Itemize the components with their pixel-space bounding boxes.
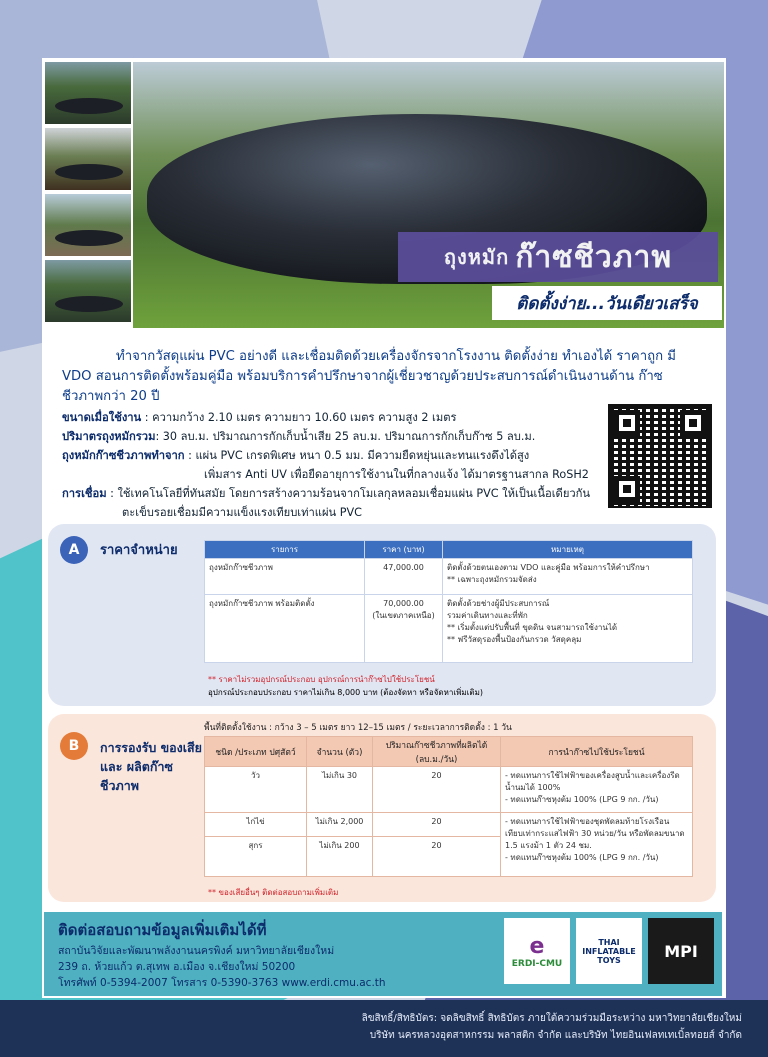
- contact-line: 239 ถ. ห้วยแก้ว ต.สุเทพ อ.เมือง จ.เชียงใหม่ 50200: [58, 961, 296, 973]
- capacity-table: [204, 736, 693, 877]
- section-price: [48, 524, 716, 706]
- photo-thumb: [45, 194, 131, 256]
- spec-line: ถุงหมักก๊าซชีวภาพทำจาก : แผ่น PVC เกรดพิเศษ หนา 0.5 มม. มีความยืดหยุ่นและทนแรงดึงได้สูง: [62, 449, 530, 462]
- copyright-footer: ลิขสิทธิ์/สิทธิบัตร: จดลิขสิทธิ์ สิทธิบัตร ภายใต้ความร่วมมือระหว่าง มหาวิทยาลัยเชียงใหม่ บริษัท นครหลวงอุตสาหกรรม พลาสติก จำกัด และบริษัท ไทยอินเฟลทเทเบิ้ลทอยส์ จำกัด: [361, 1013, 742, 1041]
- photo-thumb: [45, 260, 131, 322]
- contact-line: สถาบันวิจัยและพัฒนาพลังงานนครพิงค์ มหาวิทยาลัยเชียงใหม่: [58, 945, 335, 957]
- title-big: ก๊าซชีวภาพ: [515, 239, 673, 275]
- contact-heading: ติดต่อสอบถามข้อมูลเพิ่มเติมได้ที่: [58, 921, 267, 939]
- spec-line: การเชื่อม : ใช้เทคโนโลยีที่ทันสมัย โดยการสร้างความร้อนจากโมเลกุลหลอมเชื่อมแผ่น PVC ให้เป็นเนื้อเดียวกัน: [62, 487, 591, 500]
- spec-line: ตะเข็บรอยเชื่อมมีความแข็งแรงเทียบเท่าแผ่น PVC: [122, 506, 362, 519]
- qr-code[interactable]: [608, 404, 712, 508]
- column-header: หมายเหตุ: [443, 541, 693, 559]
- install-note: พื้นที่ติดตั้งใช้งาน : กว้าง 3 – 5 เมตร ยาว 12–15 เมตร / ระยะเวลาการติดตั้ง : 1 วัน: [204, 723, 512, 733]
- mpi-logo: MPI: [648, 918, 714, 984]
- intro-paragraph: [62, 347, 702, 407]
- column-header: ชนิด /ประเภท ปศุสัตว์: [205, 737, 307, 767]
- table-row: ไก่ไข่ ไม่เกิน 2,000 20 - ทดแทนการใช้ไฟฟ้าของชุดพัดลมท้ายโรงเรือน เทียบเท่ากระแสไฟฟ้า 30 หน่วย/วัน หรือพัดลมขนาด 1.5 แรงม้า 1 ตัว 24 ชม. - ทดแทนก๊าซหุงต้ม 100% (LPG 9 กก. /วัน): [205, 813, 693, 837]
- column-header: จำนวน (ตัว): [307, 737, 373, 767]
- section-badge: A: [60, 536, 88, 564]
- slogan: ติดตั้งง่าย...วันเดียวเสร็จ: [492, 286, 722, 320]
- partner-logos: [504, 918, 714, 984]
- section-badge: B: [60, 732, 88, 760]
- capacity-note: ** ของเสียอื่นๆ ติดต่อสอบถามเพิ่มเติม: [208, 888, 339, 897]
- erdi-logo: e ERDI-CMU: [504, 918, 570, 984]
- section-capacity: [48, 714, 716, 902]
- section-label: การรองรับ ของเสียและ ผลิตก๊าซชีวภาพ: [100, 740, 203, 793]
- table-row: วัว ไม่เกิน 30 20 - ทดแทนการใช้ไฟฟ้าของเครื่องสูบน้ำและเครื่องรีดน้ำนมได้ 100% - ทดแทนก๊าซหุงต้ม 100% (LPG 9 กก. /วัน): [205, 767, 693, 813]
- column-header: การนำก๊าซไปใช้ประโยชน์: [501, 737, 693, 767]
- price-notes: ** ราคาไม่รวมอุปกรณ์ประกอบ อุปกรณ์การนำก๊าซไปใช้ประโยชน์ อุปกรณ์ประกอบประกอบ ราคาไม่เกิน 8,000 บาท (ต้องจัดหา หรือจัดหาเพิ่มเติม): [208, 675, 483, 697]
- price-table: [204, 540, 693, 663]
- column-header: ปริมาณก๊าซชีวภาพที่ผลิตได้ (ลบ.ม./วัน): [373, 737, 501, 767]
- section-label: ราคาจำหน่าย: [100, 543, 178, 558]
- table-row: สุกร ไม่เกิน 200 20: [205, 837, 693, 877]
- contact-bar: [44, 912, 722, 996]
- spec-list: [62, 408, 602, 522]
- table-row: ถุงหมักก๊าซชีวภาพ 47,000.00 ติดตั้งด้วยตนเองตาม VDO และคู่มือ พร้อมการให้คำปรึกษา ** เฉพาะถุงหมักรวมจัดส่ง: [205, 559, 693, 595]
- spec-line: ขนาดเมื่อใช้งาน : ความกว้าง 2.10 เมตร ความยาว 10.60 เมตร ความสูง 2 เมตร: [62, 411, 457, 424]
- column-header: รายการ: [205, 541, 365, 559]
- spec-line: เพิ่มสาร Anti UV เพื่อยืดอายุการใช้งานในที่กลางแจ้ง ได้มาตรฐานสากล RoSH2: [204, 468, 589, 481]
- thai-inflatable-logo: THAI INFLATABLE TOYS: [576, 918, 642, 984]
- spec-line: ปริมาตรถุงหมักรวม: 30 ลบ.ม. ปริมาณการกักเก็บน้ำเสีย 25 ลบ.ม. ปริมาณการกักเก็บก๊าซ 5 ลบ.ม.: [62, 430, 536, 443]
- photo-thumb: [45, 128, 131, 190]
- photo-thumb: [45, 62, 131, 124]
- intro-text: ทำจากวัสดุแผ่น PVC อย่างดี และเชื่อมติดด้วยเครื่องจักรจากโรงงาน ติดตั้งง่าย ทำเองได้ ราคาถูก มี VDO สอนการติดตั้งพร้อมคู่มือ พร้อมบริการคำปรึกษาจากผู้เชี่ยวชาญด้วยประสบการณ์ดำเนินงานด้าน ก๊าซชีวภาพกว่า 20 ปี: [62, 349, 677, 404]
- photo-strip: [45, 62, 131, 326]
- table-row: ถุงหมักก๊าซชีวภาพ พร้อมติดตั้ง 70,000.00 (ในเขตภาคเหนือ) ติดตั้งด้วยช่างผู้มีประสบการณ์ รวมค่าเดินทางและที่พัก ** เริ่มตั้งแต่ปรับพื้นที่ ขุดดิน จนสามารถใช้งานได้ ** ฟรีวัสดุรองพื้นป้องกันกรวด วัสดุคลุม: [205, 595, 693, 663]
- page-title: [398, 232, 718, 282]
- contact-line[interactable]: โทรศัพท์ 0-5394-2007 โทรสาร 0-5390-3763 www.erdi.cmu.ac.th: [58, 977, 386, 989]
- title-small: ถุงหมัก: [443, 245, 510, 269]
- column-header: ราคา (บาท): [365, 541, 443, 559]
